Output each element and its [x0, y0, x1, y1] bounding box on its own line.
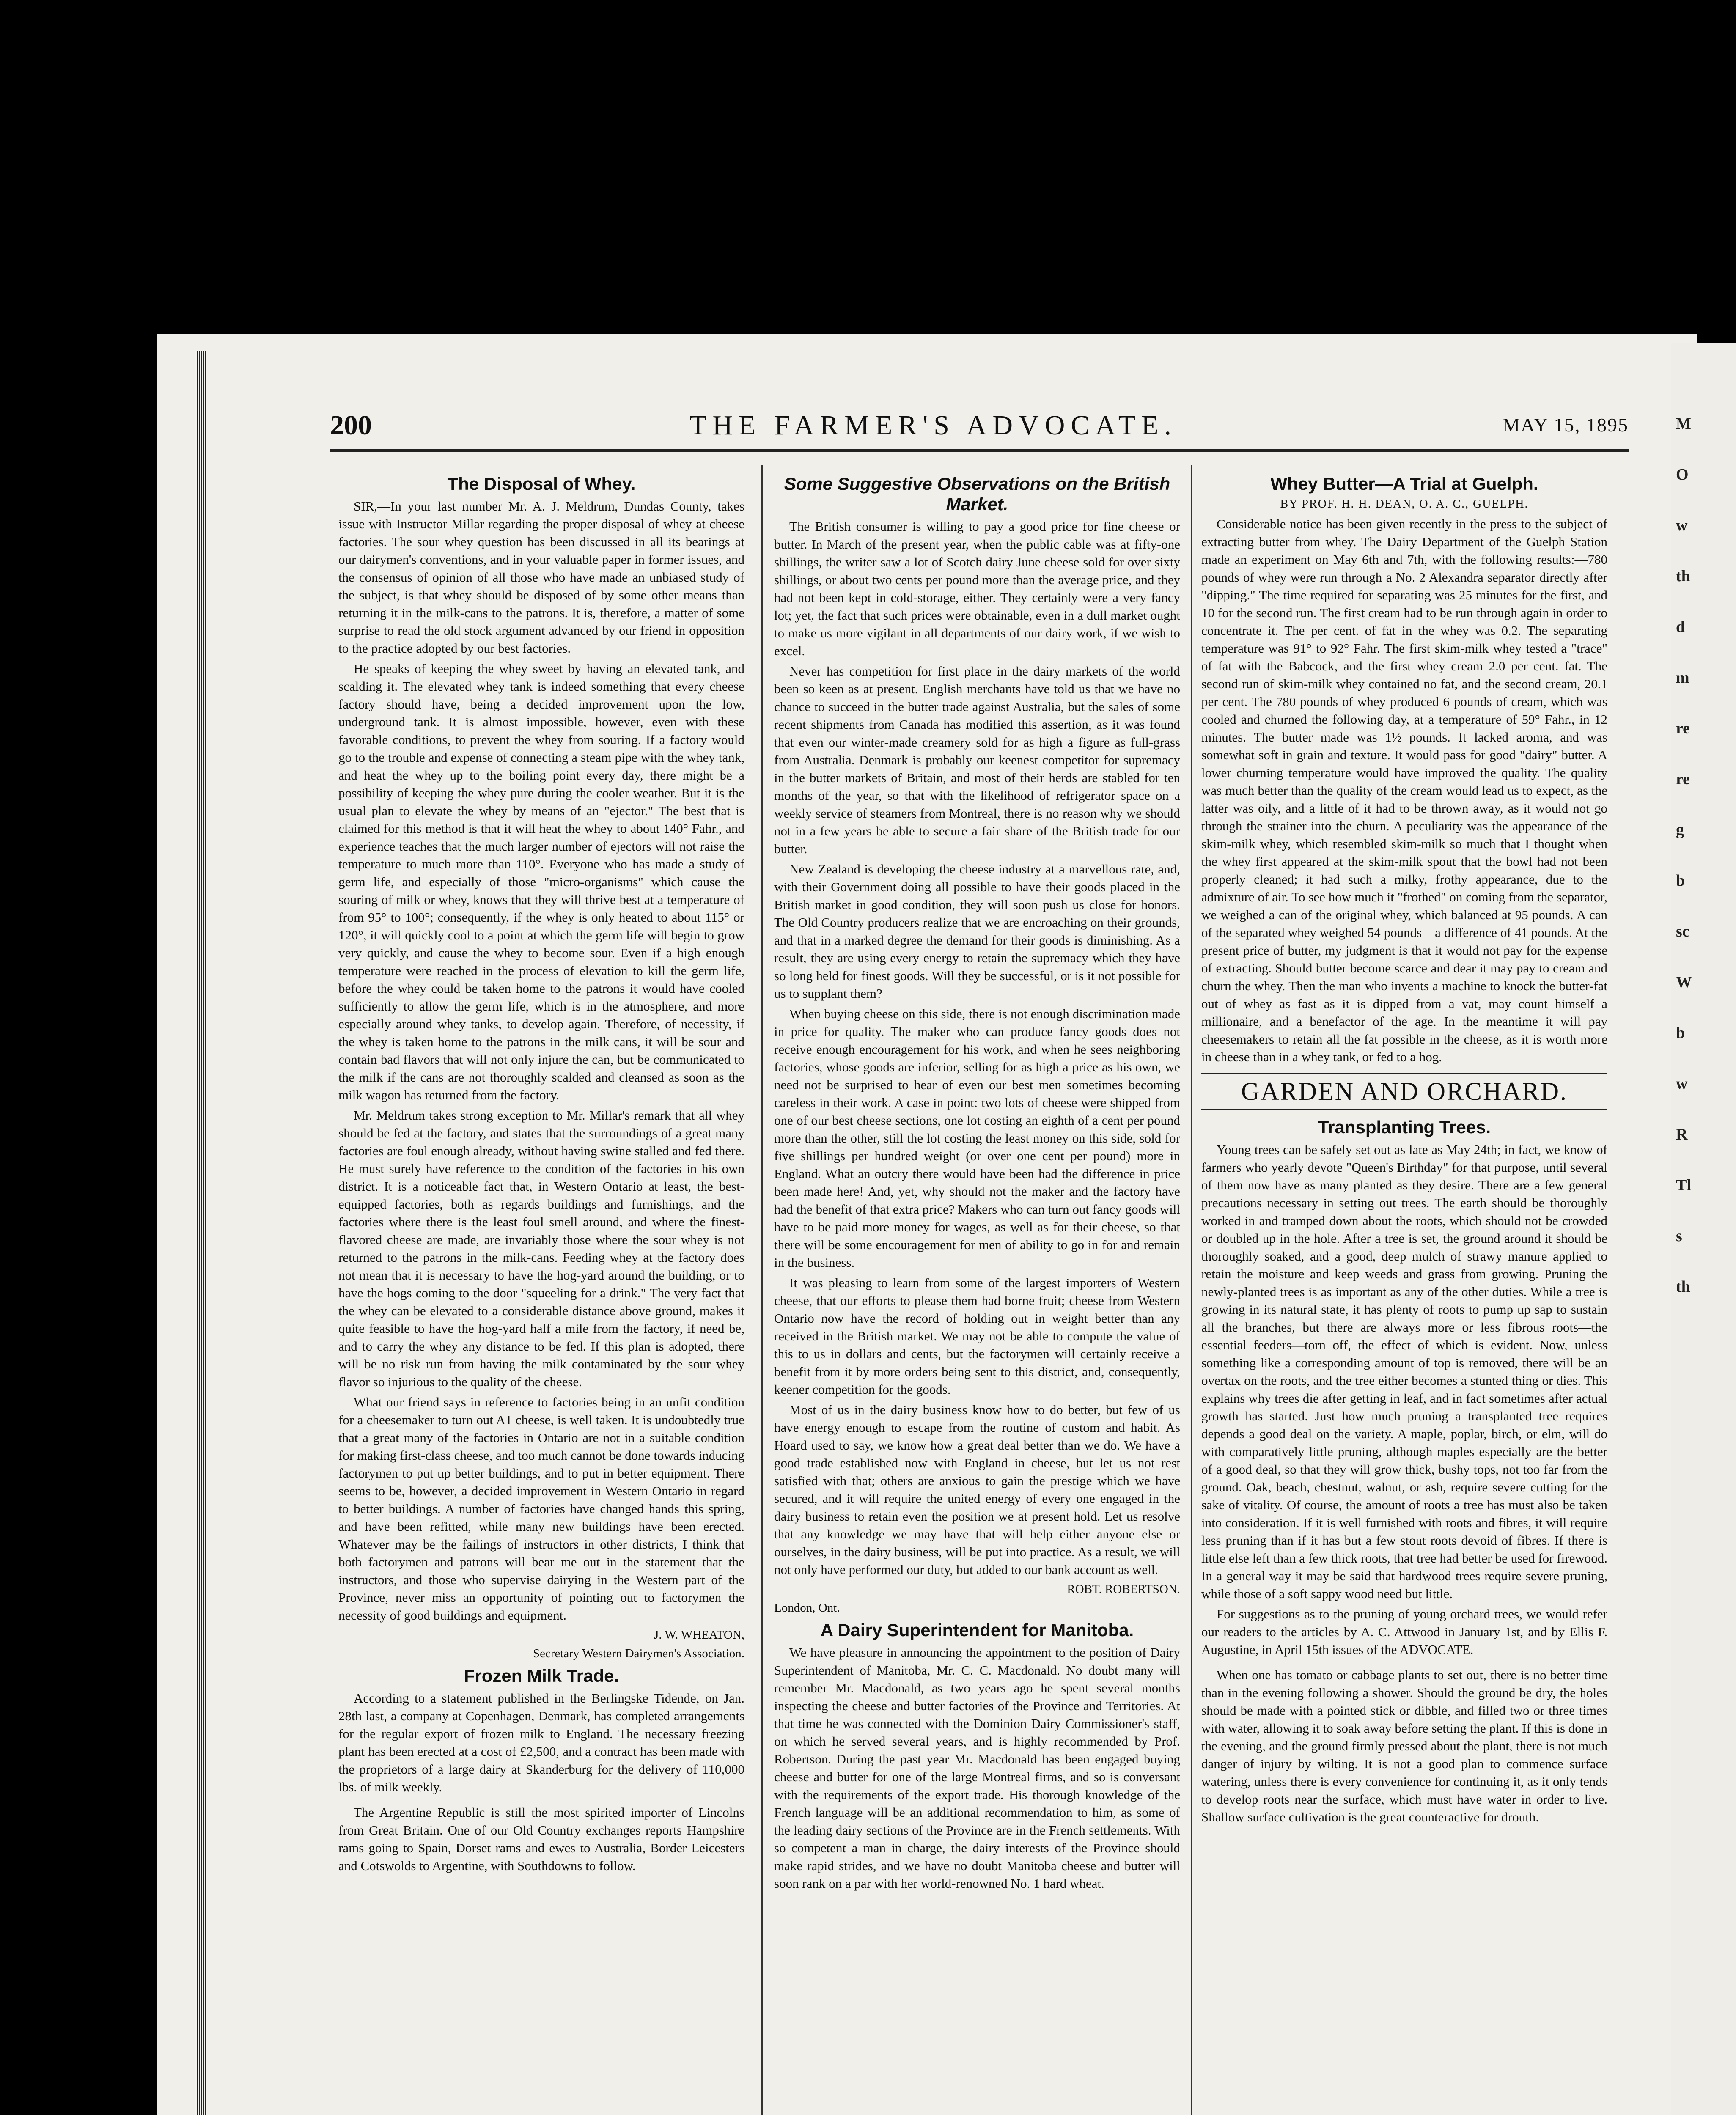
- header-rule: [330, 449, 1629, 452]
- page-number: 200: [330, 410, 372, 441]
- adjacent-page-fragment: R: [1676, 1126, 1688, 1143]
- adjacent-page-fragment: re: [1676, 720, 1690, 737]
- adjacent-page-fragment: g: [1676, 821, 1684, 839]
- article-title: Frozen Milk Trade.: [464, 1666, 619, 1686]
- paragraph: New Zealand is developing the cheese industry at a marvellous rate, and, with their Government doing all possible to have their goods placed in the British market in good condition, they will soon push us close for honors. The Old Country producers realize that we are encroaching on their grounds, and that in a marked degree the demand for their goods is diminishing. As a result, they are using every energy to retain the supremacy which they have so long held for finest goods. Will they be successful, or is it not possible for us to supplant them?: [774, 862, 1180, 1001]
- adjacent-page-strip: [1671, 343, 1736, 2115]
- adjacent-page-fragment: d: [1676, 618, 1685, 636]
- column-divider: [1191, 465, 1192, 2115]
- signature-place: London, Ont.: [774, 1601, 840, 1615]
- adjacent-page-fragment: th: [1676, 1278, 1690, 1296]
- article-title: Transplanting Trees.: [1318, 1117, 1491, 1137]
- adjacent-page-fragment: Tl: [1676, 1176, 1691, 1194]
- signature-title: Secretary Western Dairymen's Association.: [533, 1647, 744, 1660]
- paragraph: What our friend says in reference to factories being in an unfit condition for a cheesemaker to turn out A1 cheese, is well taken. It is undoubtedly true that a great many of the factories in Ontario are not in a suitable condition for making first-class cheese, and too much cannot be done towards inducing factorymen to put up better buildings, and to put in better equipment. There seems to be, however, a decided improvement in Western Ontario in regard to better buildings. A number of factories have changed hands this spring, and have been refitted, while many new buildings have been erected. Whatever may be the failings of instructors in other districts, I think that both factorymen and patrons will bear me out in the statement that the instructors, and those who supervise dairying in the Western part of the Province, never miss an opportunity of pointing out to factorymen the necessity of good buildings and equipment.: [338, 1395, 744, 1623]
- adjacent-page-fragment: O: [1676, 466, 1689, 483]
- paragraph: Never has competition for first place in the dairy markets of the world been so keen as at present. English merchants have told us that we have no chance to succeed in the butter trade against Australia, but the sales of some recent shipments from Canada has modified this assertion, as it was found that even our winter-made creamery sold for as high a figure as full-grass from Australia. Denmark is probably our keenest competitor for supremacy in the butter markets of Britain, and most of their herds are stabled for ten months of the year, so that with the likelihood of refrigerator space on a weekly service of steamers from Montreal, there is no reason why we should not in a few years be able to secure a fair share of the British trade for our butter.: [774, 664, 1180, 856]
- paragraph: Most of us in the dairy business know how to do better, but few of us have energy enough to escape from the routine of custom and habit. As Hoard used to say, we know how a great deal better than we do. We have a good trade established now with England in cheese, but let us not rest satisfied with that; others are anxious to gain the prestige which we have secured, and it will require the united energy of every one engaged in the dairy business to retain even the position we at present hold. Let us resolve that any knowledge we may have that will help either anyone else or ourselves, in the dairy business, will be put into practice. As a result, we will not only have performed our duty, but added to our bank account as well.: [774, 1402, 1180, 1577]
- adjacent-page-fragment: w: [1676, 516, 1688, 534]
- article-title: Whey Butter—A Trial at Guelph.: [1270, 474, 1538, 494]
- paragraph: For suggestions as to the pruning of young orchard trees, we would refer our readers to the articles by A. C. Attwood in January 1st, and by Ellis F. Augustine, in April 15th issues of the ADVOCATE.: [1201, 1607, 1607, 1657]
- adjacent-page-fragment: m: [1676, 669, 1689, 687]
- page-header: [330, 409, 1629, 443]
- paragraph: He speaks of keeping the whey sweet by having an elevated tank, and scalding it. The elevated whey tank is indeed something that every cheese factory should have, being a decided improvement upon the low, underground tank. It is almost impossible, however, even with these favorable conditions, to prevent the whey from souring. If a factory would go to the trouble and expense of connecting a steam pipe with the whey tank, and heat the whey up to the boiling point every day, there might be a possibility of keeping the whey pure during the cooler weather. But it is the usual plan to elevate the whey by means of an "ejector." The best that is claimed for this method is that it will heat the whey to about 140° Fahr., and experience teaches that the much larger number of ejectors will not raise the temperature to much more than 110°. Everyone who has made a study of germ life, and especially of those "micro-organisms" which cause the souring of milk or whey, knows that they will thrive best at a temperature of from 95° to 100°; consequently, if the whey is only heated to about 115° or 120°, it will quickly cool to a point at which the germ life will begin to grow very quickly, and cause the whey to become sour. Even if a high enough temperature were reached in the process of elevation to kill the germ life, before the whey could be taken home to the patrons it would have cooled sufficiently to allow the germ life, which is in the atmosphere, and more especially around whey tanks, to develop again. Therefore, of necessity, if the whey is taken home to the patrons in the milk cans, it will be sour and contain bad flavors that will not only injure the can, but be communicated to the milk if the cans are not thoroughly scalded and cleansed as soon as the milk wagon has returned from the factory.: [338, 661, 744, 1102]
- paragraph: When one has tomato or cabbage plants to set out, there is no better time than in the evening following a shower. Should the ground be dry, the holes should be made with a pointed stick or dibble, and filled two or three times with water, allowing it to soak away before setting the plant. If this is done in the evening, and the ground firmly pressed about the plant, there is not much danger of injury by wilting. It is not a good plan to commence surface watering, unless there is every convenience for continuing it, as it only tends to develop roots near the surface, which must have water in order to live. Shallow surface cultivation is the great counteractive for drouth.: [1201, 1667, 1607, 1824]
- article-title: The Disposal of Whey.: [447, 474, 636, 494]
- paragraph: Considerable notice has been given recently in the press to the subject of extracting butter from whey. The Dairy Department of the Guelph Station made an experiment on May 6th and 7th, with the following results:—780 pounds of whey were run through a No. 2 Alexandra separator directly after "dipping." The time required for separating was 25 minutes for the first, and 10 for the second run. The first cream had to be run through again in order to concentrate it. The per cent. of fat in the whey was 0.2. The separating temperature was 91° to 92° Fahr. The first skim-milk whey tested a "trace" of fat with the Babcock, and the first whey cream 2.0 per cent. fat. The second run of skim-milk whey contained no fat, and the second cream, 20.1 per cent. The 780 pounds of whey produced 6 pounds of cream, which was cooled and churned the following day, at a temperature of 59° Fahr., in 12 minutes. The butter made was 1½ pounds. It lacked aroma, and was somewhat soft in grain and texture. It would pass for good "dairy" butter. A lower churning temperature would have improved the quality. The quality was much better than the quality of the cream would lead us to expect, as the latter was oily, and a little of it had to be thrown away, as it would not go through the strainer into the churn. A peculiarity was the appearance of the skim-milk whey, which resembled skim-milk so much that I thought when the whey first appeared at the skim-milk spout that the bowl had not been properly cleaned; it had such a milky, frothy appearance, due to the admixture of air. To see how much it "frothed" on coming from the separator, we weighed a can of the original whey, which balanced at 95 pounds. A can of the separated whey weighed 54 pounds—a difference of 41 pounds. At the present price of butter, my judgment is that it would not pay for the expense of extracting. Should butter become scarce and dear it may pay to cream and churn the whey. Then the man who invents a machine to knock the butter-fat out of whey as fast as it is dipped from a vat, may count himself a millionaire, and a benefactor of the age. In the meantime it will pay cheesemakers to retain all the fat possible in the cheese, as it is worth more in cheese than in a whey tank, or fed to a hog.: [1201, 516, 1607, 1064]
- byline: BY PROF. H. H. DEAN, O. A. C., GUELPH.: [1280, 497, 1529, 511]
- adjacent-page-fragment: w: [1676, 1075, 1688, 1093]
- paragraph: When buying cheese on this side, there is not enough discrimination made in price for quality. The maker who can produce fancy goods does not receive enough encouragement for his work, and when he sees neighboring factories, whose goods are inferior, selling for as high a price as his own, we need not be surprised to hear of even our best men sometimes becoming careless in their work. A case in point: two lots of cheese were shipped from one of our best cheese sections, one lot costing an eighth of a cent per pound more than the other, still the lot costing the least money on this side, sold for five shillings per hundred weight (or over one cent per pound) more in England. What an outcry there would have been had the difference in price been made here! And, yet, why should not the maker and the factory have had the benefit of that extra price? Makers who can turn out fancy goods will have to be paid more money for wages, as well as for their cheese, so that there will be some encouragement for men of ability to go in for and remain in the business.: [774, 1006, 1180, 1270]
- column-3: [1201, 470, 1607, 1829]
- adjacent-page-fragment: sc: [1676, 923, 1689, 940]
- signature: ROBT. ROBERTSON.: [1067, 1582, 1180, 1596]
- adjacent-page-fragment: re: [1676, 770, 1690, 788]
- article-title: Some Suggestive Observations on the British Market.: [784, 474, 1170, 514]
- paragraph: Mr. Meldrum takes strong exception to Mr. Millar's remark that all whey should be fed at the factory, and states that the surroundings of a great many factories are foul enough already, without having swine stalled and fed there. He must surely have reference to the condition of the factories in his own district. It is a noticeable fact that, in Western Ontario at least, the best-equipped factories, both as regards buildings and furnishings, and the factories where there is the least foul smell around, and where the finest-flavored cheese are made, are invariably those where the sour whey is not returned to the patrons in the milk-cans. Feeding whey at the factory does not mean that it is necessary to have the hog-yard around the building, or to have the hogs coming to the door "squeeling for a drink." The very fact that the whey can be elevated to a considerable distance above ground, makes it quite feasible to have the hog-yard half a mile from the factory, if need be, and to carry the whey any distance to be fed. If this plan is adopted, there will be no risk run from having the milk contaminated by the sour whey flavor so injurious to the quality of the cheese.: [338, 1108, 744, 1389]
- adjacent-page-fragment: b: [1676, 1024, 1685, 1042]
- paragraph: According to a statement published in the Berlingske Tidende, on Jan. 28th last, a company at Copenhagen, Denmark, has completed arrangements for the regular export of frozen milk to England. The necessary freezing plant has been erected at a cost of £2,500, and a contract has been made with the proprietors of a large dairy at Skanderburg for the delivery of 110,000 lbs. of milk weekly.: [338, 1691, 744, 1794]
- paragraph: We have pleasure in announcing the appointment to the position of Dairy Superintendent of Manitoba, Mr. C. C. Macdonald. No doubt many will remember Mr. Macdonald, as two years ago he spent several months inspecting the cheese and butter factories of the Province and Territories. At that time he was connected with the Dominion Dairy Commissioner's staff, on which he served several years, and is highly recommended by Prof. Robertson. During the past year Mr. Macdonald has been engaged buying cheese and butter for one of the large Montreal firms, and so is conversant with the requirements of the export trade. His thorough knowledge of the French language will be an additional recommendation to him, as some of the leading dairy sections of the Province are in the French settlements. With so competent a man in charge, the dairy interests of the Province should make rapid strides, and we have no doubt Manitoba cheese and butter will soon rank on a par with her world-renowned No. 1 hard wheat.: [774, 1645, 1180, 1891]
- paragraph: Young trees can be safely set out as late as May 24th; in fact, we know of farmers who yearly devote "Queen's Birthday" for that purpose, until several of them now have as many planted as they desire. There are a few general precautions necessary in setting out trees. The earth should be thoroughly worked in and tramped down about the roots, which should not be crowded or doubled up in the hole. After a tree is set, the ground around it should be thoroughly soaked, and a good, deep mulch of strawy manure applied to retain the moisture and keep weeds and grass from growing. Pruning the newly-planted trees is as important as any of the other duties. While a tree is growing in its natural state, it has plenty of roots to pump up sap to sustain all the branches, but there are always more or less fibrous roots—the essential feeders—torn off, the effect of which is evident. Now, unless something like a corresponding amount of top is removed, there will be an overtax on the roots, and the tree either becomes a stunted thing or dies. This explains why trees die after getting in leaf, and in fact sometimes after actual growth has started. Just how much pruning a transplanted tree requires depends a good deal on the variety. A maple, poplar, birch, or elm, will do with comparatively little pruning, although maples especially are the better of a good deal, so that they will grow thick, bushy tops, not too far from the ground. Oak, beach, chestnut, walnut, or ash, require severe cutting for the sake of vitality. Of course, the amount of roots a tree has must also be taken into consideration. If it is well furnished with roots and fibres, it will require less pruning than if it has but a few stout roots devoid of fibres. If there is little else left than a few thick roots, that tree had better be used for firewood. In a general way it may be said that hardwood trees require severe pruning, while those of a soft sappy wood need but little.: [1201, 1142, 1607, 1601]
- paragraph: The British consumer is willing to pay a good price for fine cheese or butter. In March of the present year, when the public cable was at fifty-one shillings, the writer saw a lot of Scotch dairy June cheese sold for over sixty shillings, or about two cents per pound more than the average price, and they had not been kept in cold-storage, either. They certainly were a very fancy lot; yet, the fact that such prices were obtainable, even in a dull market ought to make us more vigilant in all departments of our dairy work, if we wish to excel.: [774, 519, 1180, 658]
- paragraph: The Argentine Republic is still the most spirited importer of Lincolns from Great Britain. One of our Old Country exchanges reports Hampshire rams going to Spain, Dorset rams and ewes to Australia, Border Leicesters and Cotswolds to Argentine, with Southdowns to follow.: [338, 1805, 744, 1873]
- masthead-title: THE FARMER'S ADVOCATE.: [689, 410, 1177, 441]
- column-2: [774, 470, 1180, 1895]
- adjacent-page-fragment: s: [1676, 1227, 1682, 1245]
- adjacent-page-fragment: W: [1676, 973, 1692, 991]
- column-1: [338, 470, 744, 1877]
- section-heading: GARDEN AND ORCHARD.: [1201, 1073, 1607, 1110]
- issue-date: MAY 15, 1895: [1503, 414, 1629, 436]
- paragraph: SIR,—In your last number Mr. A. J. Meldrum, Dundas County, takes issue with Instructor Millar regarding the proper disposal of whey at cheese factories. The sour whey question has been discussed in all its bearings at our dairymen's conventions, and in your valuable paper in former issues, and the consensus of opinion of all those who have made an unbiased study of the subject, is that whey should be disposed of by some other means than returning it in the milk-cans to the patrons. It is, therefore, a matter of some surprise to read the old stock argument advanced by our friend in opposition to the practice adopted by our best factories.: [338, 499, 744, 656]
- column-divider: [761, 465, 763, 2115]
- adjacent-page-fragment: M: [1676, 415, 1691, 433]
- article-title: A Dairy Superintendent for Manitoba.: [820, 1620, 1134, 1640]
- paragraph: It was pleasing to learn from some of the largest importers of Western cheese, that our efforts to please them had borne fruit; cheese from Western Ontario now have the record of holding out in weight better than any received in the British market. We may not be able to compute the value of this to us in dollars and cents, but the factorymen will certainly receive a benefit from it by more orders being sent to this district, and, consequently, keener competition for the goods.: [774, 1275, 1180, 1397]
- bound-page-edges: [195, 351, 207, 2115]
- adjacent-page-fragment: th: [1676, 567, 1690, 585]
- adjacent-page-fragment: b: [1676, 872, 1685, 890]
- signature: J. W. WHEATON,: [654, 1628, 744, 1642]
